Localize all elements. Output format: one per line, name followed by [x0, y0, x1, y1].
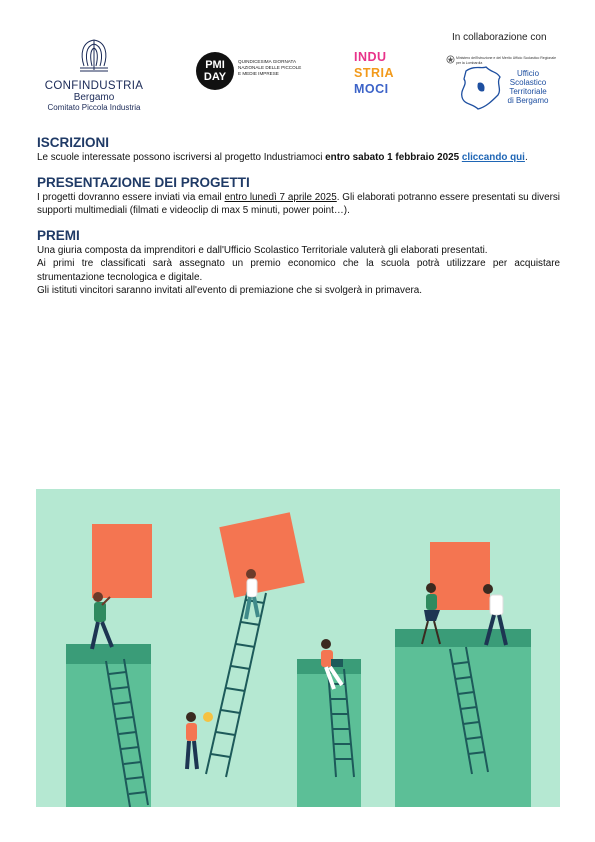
usr-line4: di Bergamo [507, 96, 549, 105]
premi-line-2: Ai primi tre classificati sarà assegnato un premio economico che la scuola potrà utilizzare per acquistare strumentazione tecnologica e digitale. [37, 258, 560, 283]
usr-line2: Scolastico [509, 78, 547, 87]
industriamoci-logo [354, 49, 402, 97]
confindustria-committee: Comitato Piccola Industria [47, 103, 141, 112]
iscrizioni-heading: ISCRIZIONI [37, 135, 110, 150]
pmi-day-tagline: QUINDICESIMA GIORNATA NAZIONALE DELLE PICCOLE E MEDIE IMPRESE [238, 59, 302, 76]
usr-line3: Territoriale [509, 87, 547, 96]
illustration-graphic [36, 489, 560, 807]
pmi-day-line2: DAY [203, 71, 227, 83]
iscrizioni-deadline: entro sabato 1 febbraio 2025 [325, 152, 460, 163]
section-premi [37, 227, 560, 298]
iscrizioni-signup-link[interactable]: cliccando qui [461, 152, 525, 163]
usr-line1: Ufficio [516, 69, 540, 78]
iscrizioni-paragraph [37, 151, 560, 165]
confindustria-name: CONFINDUSTRIA [44, 80, 144, 92]
republic-emblem-icon [446, 55, 455, 64]
main-content [37, 134, 560, 307]
premi-heading: PREMI [37, 227, 80, 243]
presentazione-heading: PRESENTAZIONE DEI PROGETTI [37, 174, 250, 190]
section-iscrizioni [37, 134, 560, 165]
industriamoci-line1: INDU [354, 50, 387, 64]
usr-ministry-text: Ministero dell'Istruzione e del Merito Ufficio Scolastico Regionale per la Lombardia [456, 56, 557, 65]
presentazione-deadline: entro lunedì 7 aprile 2025 [224, 191, 337, 203]
teamwork-ladders-illustration [36, 489, 560, 807]
iscrizioni-text: Le scuole interessate possono iscriversi al progetto Industriamoci [37, 152, 326, 163]
confindustria-emblem-icon [74, 38, 114, 74]
confindustria-city: Bergamo [73, 92, 115, 103]
usr-office-name [500, 69, 556, 105]
header [0, 0, 595, 125]
industriamoci-line3: MOCI [354, 82, 389, 96]
usr-bergamo-logo [446, 53, 558, 113]
pmi-day-line1: PMI [205, 59, 225, 71]
presentazione-text: I progetti dovranno essere inviati via email [37, 191, 225, 203]
pmi-day-logo [196, 52, 304, 94]
presentazione-text-after: . Gli elaborati potranno essere presentati su diversi supporti multimediali (filmati e videoclip di max 5 minuti, power point…). [37, 191, 560, 216]
collaboration-label: In collaborazione con [452, 32, 547, 43]
premi-line-3: Gli istituti vincitori saranno invitati all'evento di premiazione che si svolgerà in primavera. [37, 285, 422, 296]
confindustria-logo [40, 38, 148, 112]
presentazione-paragraph [37, 191, 560, 218]
iscrizioni-period: . [524, 152, 528, 163]
industriamoci-line2: STRIA [354, 66, 394, 80]
section-presentazione [37, 174, 560, 218]
pmi-day-badge [196, 52, 234, 90]
premi-line-1: Una giuria composta da imprenditori e dall'Ufficio Scolastico Territoriale valuterà gli elaborati presentati. [37, 244, 488, 256]
